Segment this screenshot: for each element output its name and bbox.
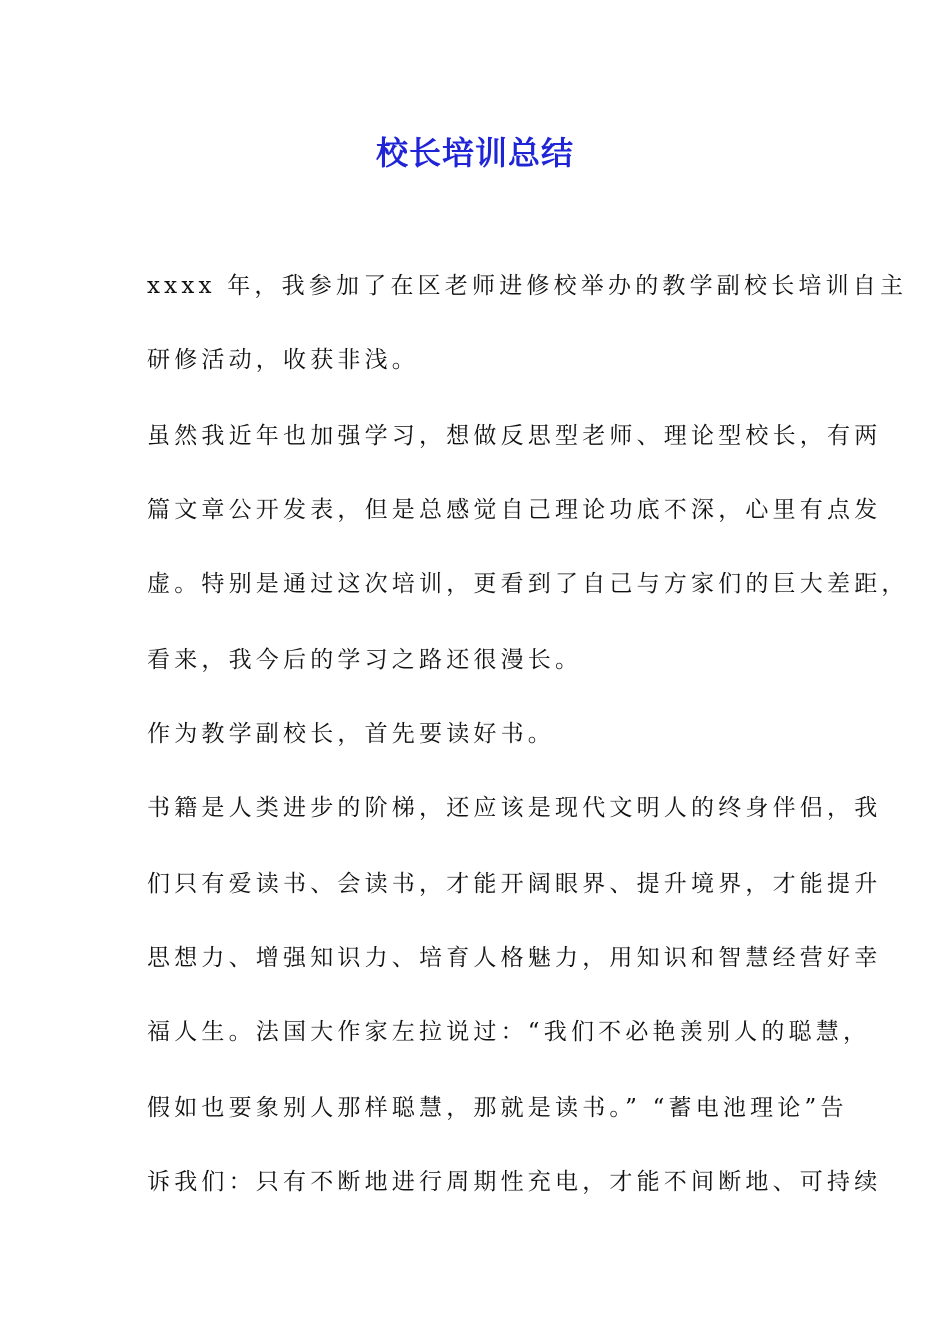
paragraph-line: 们只有爱读书、会读书，才能开阔眼界、提升境界，才能提升	[147, 871, 882, 897]
paragraph-line: 虚。特别是通过这次培训，更看到了自己与方家们的巨大差距，	[147, 571, 909, 597]
paragraph-line: 作为教学副校长，首先要读好书。	[147, 721, 555, 747]
paragraph-line: 假如也要象别人那样聪慧，那就是读书。” “蓄电池理论”告	[147, 1095, 848, 1121]
paragraph-line: 虽然我近年也加强学习，想做反思型老师、理论型校长，有两	[147, 423, 882, 449]
paragraph-line: 诉我们：只有不断地进行周期性充电，才能不间断地、可持续	[147, 1169, 882, 1195]
paragraph-line: 思想力、增强知识力、培育人格魅力，用知识和智慧经营好幸	[147, 945, 882, 971]
paragraph-line: 书籍是人类进步的阶梯，还应该是现代文明人的终身伴侣，我	[147, 795, 882, 821]
paragraph-line: 研修活动，收获非浅。	[147, 347, 419, 373]
paragraph-line: 看来，我今后的学习之路还很漫长。	[147, 647, 583, 673]
document-title: 校长培训总结	[375, 134, 574, 172]
paragraph-line: xxxx 年，我参加了在区老师进修校举办的教学副校长培训自主	[147, 273, 908, 299]
paragraph-line: 篇文章公开发表，但是总感觉自己理论功底不深，心里有点发	[147, 497, 882, 523]
paragraph-line: 福人生。法国大作家左拉说过：“我们不必艳羡别人的聪慧，	[147, 1019, 871, 1045]
